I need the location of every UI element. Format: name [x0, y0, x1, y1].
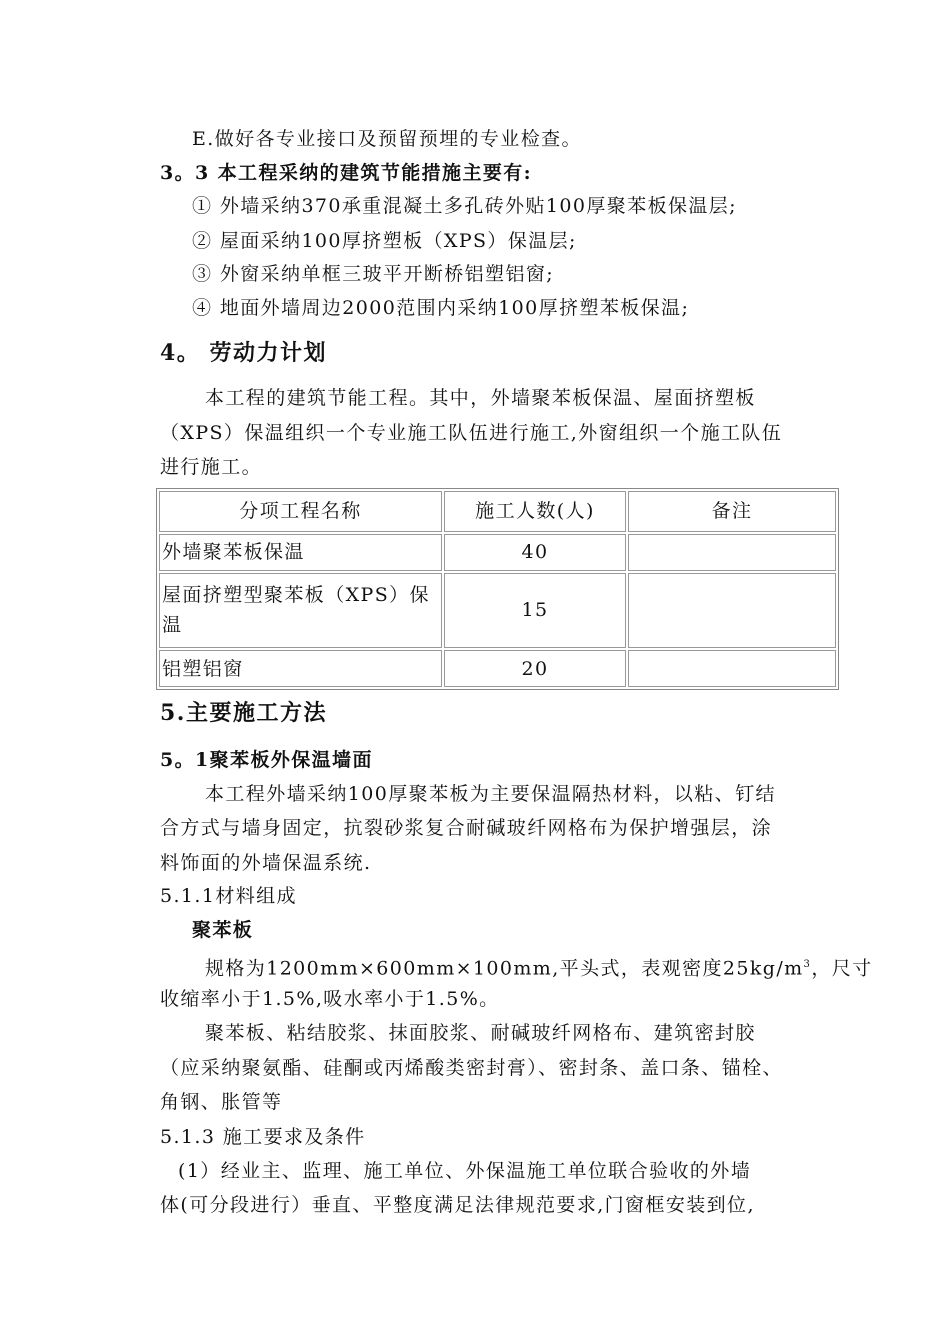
measure-2: ② 屋面采纳100厚挤塑板（XPS）保温层;: [192, 230, 577, 252]
table-cell: 15: [444, 573, 626, 649]
materials-line-3: 角钢、胀管等: [160, 1091, 283, 1113]
table-cell: 40: [444, 534, 626, 571]
spec-line-1: [205, 952, 873, 981]
table-header-cell: 施工人数(人): [444, 491, 626, 532]
table-cell: [628, 650, 836, 687]
spec-text-end: ，尺寸: [811, 957, 873, 980]
para-5-1-line-1: 本工程外墙采纳100厚聚苯板为主要保温隔热材料，以粘、钉结: [205, 783, 776, 805]
section-5-heading: 5.主要施工方法: [160, 700, 327, 726]
section-5-1-1-heading: 5.1.1材料组成: [160, 885, 297, 907]
table-cell: 屋面挤塑型聚苯板（XPS）保温: [159, 573, 442, 649]
section-5-1-heading: 5。1聚苯板外保温墙面: [160, 749, 373, 771]
polystyrene-subheading: 聚苯板: [192, 919, 254, 941]
requirement-1-line-1: (1）经业主、监理、施工单位、外保温施工单位联合验收的外墙: [178, 1160, 752, 1182]
section-5-1-3-heading: 5.1.3 施工要求及条件: [160, 1126, 366, 1148]
table-cell: [628, 534, 836, 571]
materials-line-1: 聚苯板、粘结胶浆、抹面胶浆、耐碱玻纤网格布、建筑密封胶: [205, 1022, 756, 1044]
table-row: [159, 573, 836, 649]
para-5-1-line-3: 料饰面的外墙保温系统.: [160, 852, 372, 874]
table-header-cell: 分项工程名称: [159, 491, 442, 532]
table-header-cell: 备注: [628, 491, 836, 532]
para-4-line-3: 进行施工。: [160, 456, 263, 478]
table-cell: 外墙聚苯板保温: [159, 534, 442, 571]
table-row: [159, 534, 836, 571]
table-cell: 铝塑铝窗: [159, 650, 442, 687]
materials-line-2: （应采纳聚氨酯、硅酮或丙烯酸类密封膏）、密封条、盖口条、锚栓、: [160, 1057, 783, 1079]
section-4-heading: 4。 劳动力计划: [160, 340, 327, 366]
spec-text: 规格为1200mm×600mm×100mm,平头式，表观密度25kg/m: [205, 957, 804, 980]
spec-superscript: 3: [803, 959, 812, 970]
measure-1: ① 外墙采纳370承重混凝土多孔砖外贴100厚聚苯板保温层;: [192, 195, 737, 217]
requirement-1-line-2: 体(可分段进行）垂直、平整度满足法律规范要求,门窗框安装到位,: [160, 1194, 755, 1216]
item-e: E.做好各专业接口及预留预埋的专业检查。: [192, 128, 582, 150]
para-5-1-line-2: 合方式与墙身固定，抗裂砂浆复合耐碱玻纤网格布为保护增强层，涂: [160, 817, 773, 839]
para-4-line-2: （XPS）保温组织一个专业施工队伍进行施工,外窗组织一个施工队伍: [160, 422, 783, 444]
spec-line-2: 收缩率小于1.5%,吸水率小于1.5%。: [160, 988, 500, 1010]
section-3-3-heading: 3。3 本工程采纳的建筑节能措施主要有:: [160, 162, 533, 184]
table-cell: 20: [444, 650, 626, 687]
measure-4: ④ 地面外墙周边2000范围内采纳100厚挤塑苯板保温;: [192, 297, 690, 319]
table-row: [159, 650, 836, 687]
table-header-row: [159, 491, 836, 532]
para-4-line-1: 本工程的建筑节能工程。其中，外墙聚苯板保温、屋面挤塑板: [205, 387, 756, 409]
measure-3: ③ 外窗采纳单框三玻平开断桥铝塑铝窗;: [192, 263, 555, 285]
labor-table: [156, 488, 839, 690]
table-cell: [628, 573, 836, 649]
